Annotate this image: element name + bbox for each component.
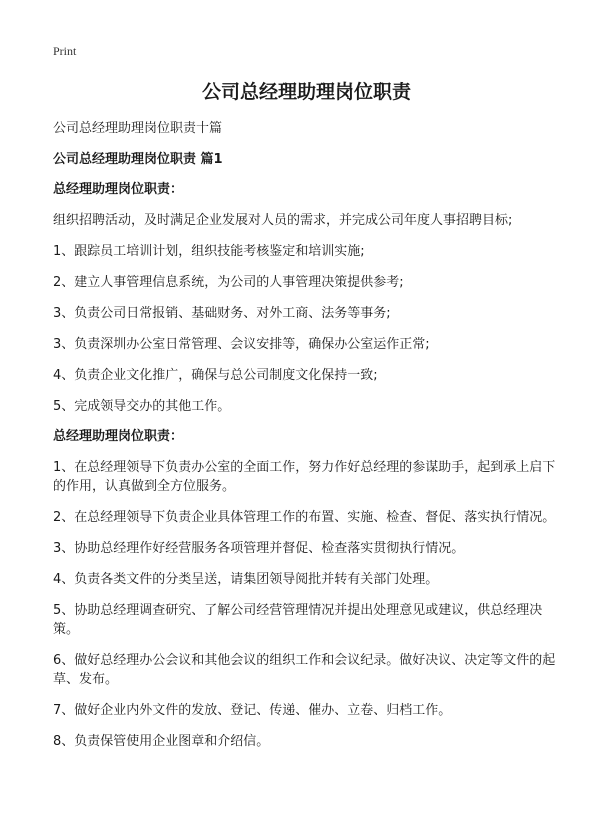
paragraph: 7、做好企业内外文件的发放、登记、传递、催办、立卷、归档工作。 bbox=[53, 703, 452, 718]
article-heading: 公司总经理助理岗位职责 篇1 bbox=[53, 152, 223, 167]
section-heading-2: 总经理助理岗位职责： bbox=[53, 429, 184, 444]
paragraph: 2、建立人事管理信息系统，为公司的人事管理决策提供参考; bbox=[53, 275, 404, 290]
paragraph: 5、完成领导交办的其他工作。 bbox=[53, 399, 231, 414]
section-1-content bbox=[53, 211, 560, 416]
section-heading-1: 总经理助理岗位职责： bbox=[53, 182, 184, 197]
paragraph: 1、在总经理领导下负责办公室的全面工作，努力作好总经理的参谋助手，起到承上启下的作用，认真做到全方位服务。 bbox=[53, 460, 556, 494]
paragraph: 8、负责保管使用企业图章和介绍信。 bbox=[53, 734, 270, 749]
section-2-content bbox=[53, 458, 560, 751]
paragraph: 4、负责企业文化推广，确保与总公司制度文化保持一致; bbox=[53, 368, 378, 383]
paragraph: 3、负责公司日常报销、基础财务、对外工商、法务等事务; bbox=[53, 306, 391, 321]
document-title: 公司总经理助理岗位职责 bbox=[201, 81, 411, 103]
paragraph: 5、协助总经理调查研究、了解公司经营管理情况并提出处理意见或建议，供总经理决策。 bbox=[53, 603, 543, 637]
print-link[interactable]: Print bbox=[53, 44, 77, 58]
paragraph: 组织招聘活动，及时满足企业发展对人员的需求，并完成公司年度人事招聘目标; bbox=[53, 213, 513, 228]
paragraph: 6、做好总经理办公会议和其他会议的组织工作和会议纪录。做好决议、决定等文件的起草、发布。 bbox=[53, 653, 556, 687]
paragraph: 3、协助总经理作好经营服务各项管理并督促、检查落实贯彻执行情况。 bbox=[53, 541, 465, 556]
paragraph: 3、负责深圳办公室日常管理、会议安排等，确保办公室运作正常; bbox=[53, 337, 430, 352]
paragraph: 2、在总经理领导下负责企业具体管理工作的布置、实施、检查、督促、落实执行情况。 bbox=[53, 510, 556, 525]
paragraph: 1、跟踪员工培训计划，组织技能考核鉴定和培训实施; bbox=[53, 244, 365, 259]
paragraph: 4、负责各类文件的分类呈送，请集团领导阅批并转有关部门处理。 bbox=[53, 572, 439, 587]
document-subtitle: 公司总经理助理岗位职责十篇 bbox=[53, 121, 223, 136]
